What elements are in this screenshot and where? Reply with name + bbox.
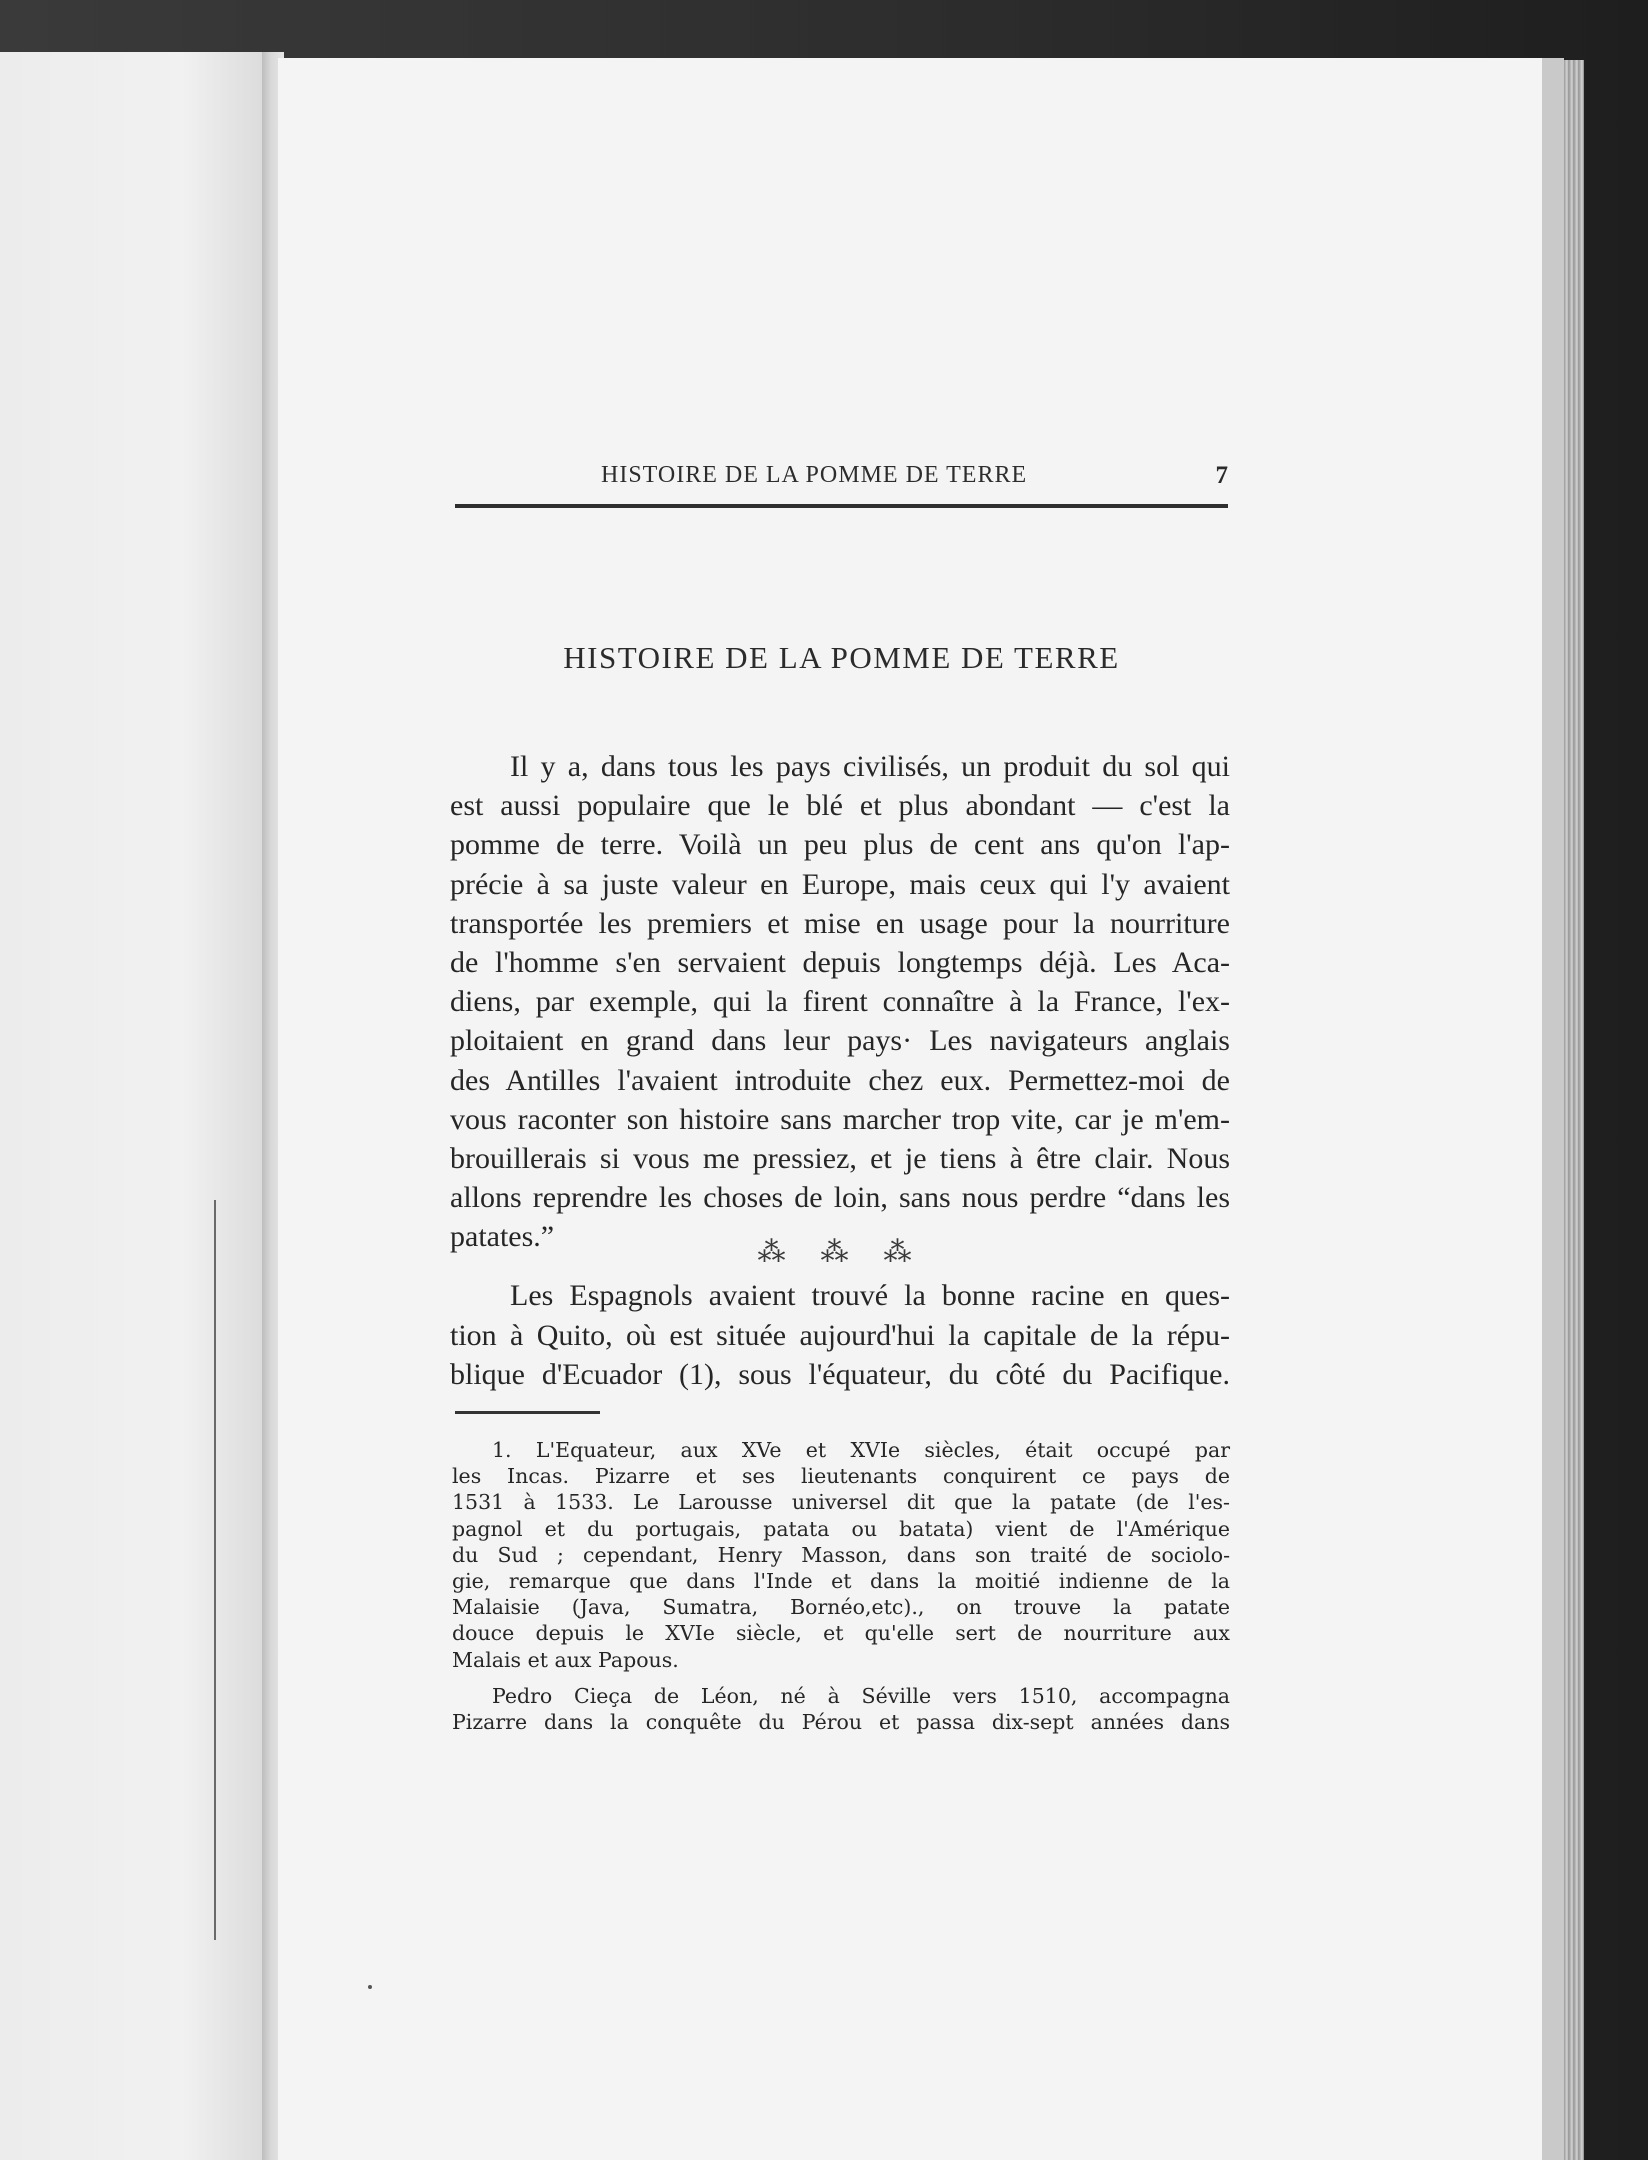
footnotes xyxy=(452,1437,1230,1735)
footnote-continuation xyxy=(452,1683,1230,1735)
text-line: ploitaient en grand dans leur pays· Les navigateurs anglais xyxy=(450,1024,1230,1058)
text-line: allons reprendre les choses de loin, sans nous perdre “dans les xyxy=(450,1181,1230,1215)
text-line: transportée les premiers et mise en usage pour la nourriture xyxy=(450,906,1230,940)
footnote-line: Pedro Cieça de Léon, né à Séville vers 1510, accompagna xyxy=(492,1683,1230,1708)
page-stack-edge xyxy=(1564,60,1584,2160)
footnote-line: les Incas. Pizarre et ses lieutenants conquirent ce pays de xyxy=(452,1464,1230,1489)
text-line: Il y a, dans tous les pays civilisés, un produit du sol qui xyxy=(510,750,1230,783)
footnote-line: Malais et aux Papous. xyxy=(452,1647,679,1672)
text-line: brouillerais si vous me pressiez, et je tiens à être clair. Nous xyxy=(450,1142,1230,1176)
footnote-line: 1. L'Equateur, aux XVe et XVIe siècles, était occupé par xyxy=(492,1438,1230,1462)
chapter-title: HISTOIRE DE LA POMME DE TERRE xyxy=(563,640,1120,675)
footnote-line: douce depuis le XVIe siècle, et qu'elle sert de nourriture aux xyxy=(452,1621,1230,1646)
text-line: de l'homme s'en servaient depuis longtemps déjà. Les Aca- xyxy=(450,946,1230,980)
section-break-ornament: ⁂ ⁂ ⁂ xyxy=(757,1237,926,1268)
footnote-line: pagnol et du portugais, patata ou batata) vient de l'Amérique xyxy=(452,1516,1230,1541)
text-line: tion à Quito, où est située aujourd'hui la capitale de la répu- xyxy=(450,1318,1230,1352)
text-line: vous raconter son histoire sans marcher trop vite, car je m'em- xyxy=(450,1102,1230,1136)
footnote-line: du Sud ; cependant, Henry Masson, dans son traité de sociolo- xyxy=(452,1542,1230,1567)
text-line: précie à sa juste valeur en Europe, mais ceux qui l'y avaient xyxy=(450,867,1230,901)
footnote-rule xyxy=(455,1411,600,1414)
left-page-edge-line xyxy=(214,1200,216,1940)
text-line: patates.” xyxy=(450,1220,555,1254)
running-head-title: HISTOIRE DE LA POMME DE TERRE xyxy=(601,462,1028,488)
header-rule xyxy=(455,504,1228,508)
footnote-line: 1531 à 1533. Le Larousse universel dit que la patate (de l'es- xyxy=(452,1490,1230,1515)
footnote-line: gie, remarque que dans l'Inde et dans la moitié indienne de la xyxy=(452,1569,1230,1594)
text-line: des Antilles l'avaient introduite chez eux. Permettez-moi de xyxy=(450,1063,1230,1097)
footnote-line: Malaisie (Java, Sumatra, Bornéo,etc)., on trouve la patate xyxy=(452,1595,1230,1620)
running-head xyxy=(455,458,1228,500)
page-number: 7 xyxy=(1215,462,1228,489)
paragraph-1 xyxy=(450,747,1230,1257)
text-line: est aussi populaire que le blé et plus abondant — c'est la xyxy=(450,789,1230,823)
footnote-1 xyxy=(452,1437,1230,1673)
paragraph-2 xyxy=(450,1276,1230,1395)
footnote-line: Pizarre dans la conquête du Pérou et passa dix-sept années dans xyxy=(452,1710,1230,1735)
text-line: Les Espagnols avaient trouvé la bonne racine en ques- xyxy=(510,1279,1230,1312)
text-line: diens, par exemple, qui la firent connaître à la France, l'ex- xyxy=(450,985,1230,1019)
scan-speck xyxy=(368,1985,372,1989)
text-line: blique d'Ecuador (1), sous l'équateur, du côté du Pacifique. xyxy=(450,1358,1230,1391)
text-line: pomme de terre. Voilà un peu plus de cent ans qu'on l'ap- xyxy=(450,828,1230,862)
left-facing-page xyxy=(0,52,262,2160)
